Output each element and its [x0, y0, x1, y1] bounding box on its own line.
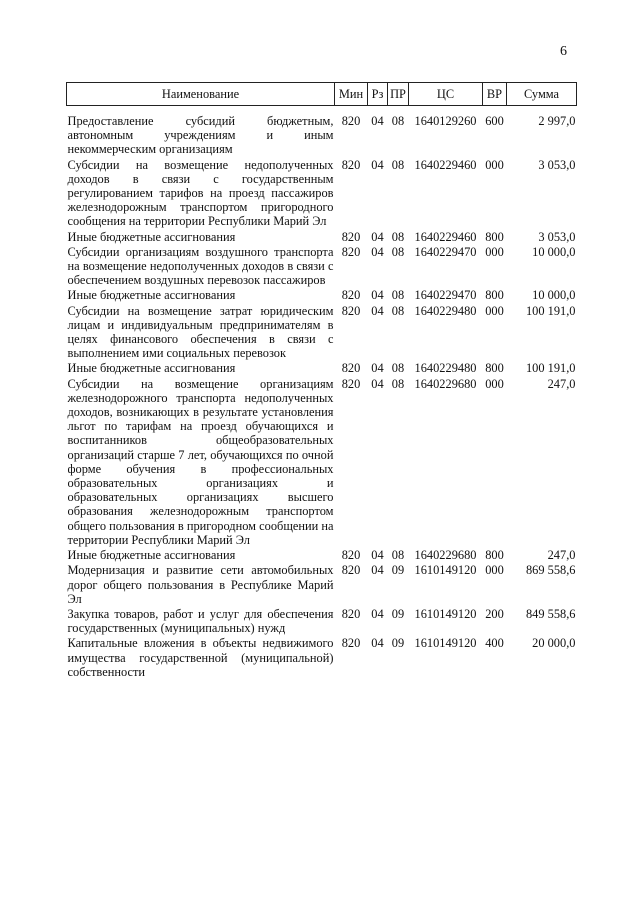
- cell-pr: 08: [391, 157, 405, 172]
- cell-vr: 800: [485, 229, 504, 244]
- table-row: [67, 635, 577, 679]
- col-header-vr: ВР: [483, 83, 507, 106]
- cell-min: 820: [341, 636, 361, 651]
- cell-rz: 04: [371, 361, 384, 376]
- cell-name: Закупка товаров, работ и услуг для обеспечения государственных (муниципальных) нужд: [67, 606, 334, 636]
- cell-rz: 04: [371, 548, 384, 563]
- cell-rz: 04: [371, 114, 384, 128]
- cell-vr: 400: [485, 636, 504, 651]
- cell-cs: 1640129260: [414, 114, 477, 128]
- cell-sum: 100 191,0: [525, 361, 576, 376]
- cell-sum: 10 000,0: [532, 288, 576, 303]
- table-row: [67, 287, 577, 302]
- cell-vr: 800: [485, 361, 504, 376]
- cell-name: Модернизация и развитие сети автомобильных дорог общего пользования в Республике Марий Эл: [67, 563, 334, 606]
- cell-name: Иные бюджетные ассигнования: [67, 288, 236, 303]
- cell-rz: 04: [371, 288, 384, 303]
- cell-pr: 08: [391, 548, 405, 563]
- cell-name: Иные бюджетные ассигнования: [67, 548, 236, 563]
- cell-cs: 1640229680: [414, 548, 477, 563]
- cell-min: 820: [341, 288, 361, 303]
- cell-sum: 3 053,0: [538, 229, 576, 244]
- cell-min: 820: [341, 563, 361, 578]
- cell-pr: 08: [391, 303, 405, 318]
- cell-vr: 000: [485, 244, 504, 259]
- cell-name: Предоставление субсидий бюджетным, автономным учреждениям и иным некоммерческим организациям: [67, 114, 334, 157]
- cell-sum: 247,0: [547, 376, 576, 391]
- cell-sum: 20 000,0: [532, 636, 576, 651]
- table-row: [67, 303, 577, 361]
- cell-sum: 2 997,0: [538, 114, 576, 128]
- cell-sum: 869 558,6: [525, 563, 576, 578]
- cell-name: Субсидии на возмещение затрат юридическим лицам и индивидуальным предпринимателям в целях финансового обеспечения в связи с выполнением ими социальных перевозок: [67, 303, 334, 361]
- cell-min: 820: [341, 606, 361, 621]
- col-header-pr: ПР: [388, 83, 409, 106]
- cell-pr: 08: [391, 114, 405, 128]
- cell-sum: 100 191,0: [525, 303, 576, 318]
- cell-pr: 09: [391, 563, 405, 578]
- cell-cs: 1640229470: [414, 288, 477, 303]
- table-header-row: [67, 83, 577, 106]
- cell-cs: 1640229480: [414, 303, 477, 318]
- cell-rz: 04: [371, 229, 384, 244]
- cell-min: 820: [341, 114, 361, 128]
- cell-vr: 600: [485, 114, 504, 128]
- col-header-sum: Сумма: [507, 83, 577, 106]
- cell-sum: 10 000,0: [532, 244, 576, 259]
- col-header-cs: ЦС: [409, 83, 483, 106]
- cell-vr: 000: [485, 157, 504, 172]
- cell-name: Капитальные вложения в объекты недвижимого имущества государственной (муниципальной) собственности: [67, 636, 334, 679]
- table-row: [67, 106, 577, 157]
- cell-name: Субсидии на возмещение недополученных доходов в связи с государственным регулированием тарифов на проезд пассажиров железнодорожным транспортом пригородного сообщения на территории Республики Марий Эл: [67, 157, 334, 229]
- table-row: [67, 360, 577, 375]
- cell-cs: 1640229460: [414, 157, 477, 172]
- cell-vr: 200: [485, 606, 504, 621]
- cell-rz: 04: [371, 376, 384, 391]
- cell-pr: 08: [391, 244, 405, 259]
- cell-name: Иные бюджетные ассигнования: [67, 361, 236, 376]
- table-row: [67, 157, 577, 229]
- cell-vr: 000: [485, 563, 504, 578]
- col-header-name: Наименование: [67, 83, 335, 106]
- col-header-rz: Рз: [368, 83, 388, 106]
- cell-cs: 1610149120: [414, 563, 477, 578]
- cell-min: 820: [341, 361, 361, 376]
- cell-sum: 849 558,6: [525, 606, 576, 621]
- table-row: [67, 244, 577, 288]
- cell-sum: 247,0: [547, 548, 576, 563]
- table-row: [67, 547, 577, 562]
- cell-pr: 08: [391, 288, 405, 303]
- cell-pr: 09: [391, 606, 405, 621]
- cell-cs: 1640229480: [414, 361, 477, 376]
- cell-min: 820: [341, 376, 361, 391]
- cell-cs: 1610149120: [414, 606, 477, 621]
- cell-vr: 000: [485, 303, 504, 318]
- cell-pr: 08: [391, 229, 405, 244]
- cell-sum: 3 053,0: [538, 157, 576, 172]
- table-row: [67, 376, 577, 547]
- cell-cs: 1640229680: [414, 376, 477, 391]
- table-row: [67, 562, 577, 606]
- page-number: 6: [560, 44, 567, 59]
- cell-min: 820: [341, 548, 361, 563]
- cell-name: Субсидии организациям воздушного транспорта на возмещение недополученных доходов в связи с обеспечением воздушных перевозок пассажиров: [67, 244, 334, 288]
- cell-rz: 04: [371, 636, 384, 651]
- cell-rz: 04: [371, 606, 384, 621]
- cell-pr: 08: [391, 376, 405, 391]
- cell-name: Иные бюджетные ассигнования: [67, 229, 236, 244]
- table-row: [67, 606, 577, 635]
- cell-pr: 09: [391, 636, 405, 651]
- cell-min: 820: [341, 303, 361, 318]
- cell-name: Субсидии на возмещение организациям железнодорожного транспорта недополученных доходов, возникающих в результате установления льгот по тарифам на проезд обучающихся и воспитанников общеобразовательных организаций старше 7 лет, обучающихся по очной форме обучения в профессиональных образовательных организациях и образовательных организациях высшего образования железнодорожным транспортом общего пользования в пригородном сообщении на территории Республики Марий Эл: [67, 376, 334, 547]
- table-body: [67, 106, 577, 679]
- cell-vr: 000: [485, 376, 504, 391]
- budget-table: [66, 82, 577, 679]
- cell-min: 820: [341, 157, 361, 172]
- cell-vr: 800: [485, 548, 504, 563]
- cell-min: 820: [341, 244, 361, 259]
- cell-cs: 1640229470: [414, 244, 477, 259]
- table-row: [67, 229, 577, 244]
- cell-rz: 04: [371, 157, 384, 172]
- cell-cs: 1610149120: [414, 636, 477, 651]
- cell-min: 820: [341, 229, 361, 244]
- col-header-min: Мин: [335, 83, 368, 106]
- cell-vr: 800: [485, 288, 504, 303]
- cell-rz: 04: [371, 244, 384, 259]
- cell-rz: 04: [371, 563, 384, 578]
- cell-pr: 08: [391, 361, 405, 376]
- cell-cs: 1640229460: [414, 229, 477, 244]
- cell-rz: 04: [371, 303, 384, 318]
